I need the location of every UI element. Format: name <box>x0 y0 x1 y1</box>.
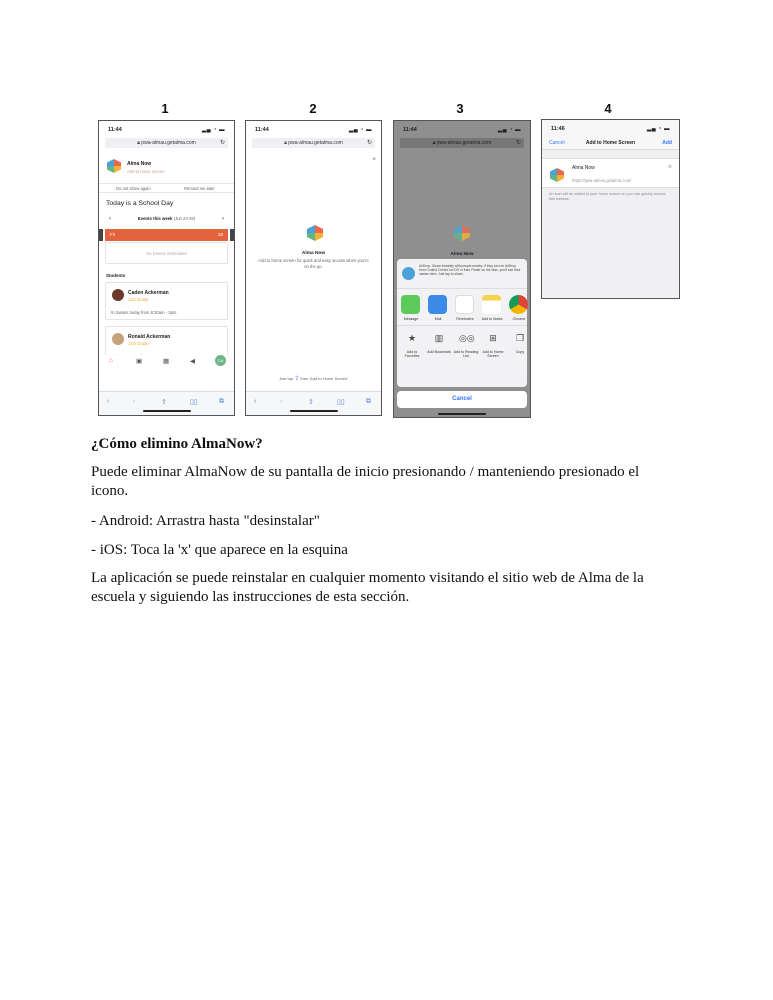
share-hint <box>246 375 381 382</box>
step-number-4: 4 <box>604 101 612 116</box>
screenshot-step-3 <box>393 120 531 418</box>
student-name: Caden Ackerman <box>128 290 169 296</box>
student-grade: 11th Grade <box>128 341 149 346</box>
airdrop-row <box>397 259 527 289</box>
hint-prefix: Just tap <box>279 376 294 381</box>
url-text: pwa-almau.getalma.com <box>141 140 196 146</box>
chrome-app-icon[interactable] <box>509 295 528 314</box>
prev-week-icon[interactable]: ‹ <box>109 216 111 222</box>
students-label: Students <box>106 273 126 278</box>
app-label: Chrome <box>512 317 526 321</box>
airdrop-text: AirDrop. Share instantly with people nearby. If they turn on AirDrop from Control Center on iOS or from Finder on the Mac, you'll see their names here. Just tap to share. <box>419 264 521 276</box>
close-icon[interactable]: × <box>372 157 376 163</box>
tabs-icon[interactable]: ⧉ <box>366 398 371 405</box>
signal-icon: ▂▄ ◔ ▬ <box>497 127 521 133</box>
student-name: Ronald Ackerman <box>128 334 171 340</box>
no-events-text: No Events Scheduled <box>146 251 187 256</box>
clear-icon[interactable]: ⊗ <box>667 164 672 170</box>
reload-icon[interactable]: ↻ <box>366 140 372 146</box>
safari-toolbar <box>99 391 234 415</box>
url-bar[interactable] <box>105 138 228 148</box>
app-name: Alma Now <box>301 251 326 256</box>
bookmarks-icon[interactable]: ▯▯ <box>190 399 198 406</box>
paragraph: - iOS: Toca la 'x' que aparece en la esquina <box>91 542 348 558</box>
url-text: pwa-almau.getalma.com <box>288 140 343 146</box>
airdrop-icon[interactable] <box>402 267 415 280</box>
bookmark-icon[interactable]: ▥ <box>434 333 444 343</box>
paragraph: - Android: Arrastra hasta "desinstalar" <box>91 513 320 529</box>
alma-logo-icon <box>550 168 564 182</box>
app-nav-bar <box>99 355 234 369</box>
sheet-divider <box>397 325 527 326</box>
paragraph: Puede eliminar AlmaNow de su pantalla de inicio presionando / manteniendo presionado el icono. <box>91 464 640 499</box>
back-icon[interactable]: ‹ <box>254 398 257 405</box>
lock-icon: 🔒︎ <box>432 140 437 146</box>
tabs-icon[interactable]: ⧉ <box>219 398 224 405</box>
events-label: Events this week <box>137 216 173 221</box>
action-label: Add to Home Screen <box>482 350 504 358</box>
reading-list-icon[interactable]: ◎◎ <box>459 333 475 343</box>
page-heading: ¿Cómo elimino AlmaNow? <box>91 436 263 452</box>
nav-title: Add to Home Screen <box>585 140 636 146</box>
share-icon[interactable]: ⇪ <box>161 399 167 406</box>
add-to-home-description: Add to home screen for quick and easy access when you're on the go. <box>258 258 369 269</box>
lock-icon: 🔒︎ <box>284 140 289 146</box>
hint-suffix: then 'Add to Home Screen' <box>300 376 348 381</box>
prompt-buttons <box>99 183 234 193</box>
status-bar <box>542 120 679 136</box>
reminders-app-icon[interactable] <box>455 295 474 314</box>
app-entry <box>542 158 679 188</box>
day-bar-right-edge <box>230 229 234 241</box>
status-time: 11:44 <box>108 127 122 133</box>
calendar-icon[interactable]: ▦ <box>163 358 170 365</box>
app-label: Add to Notes <box>481 317 503 321</box>
day-number: 28 <box>217 232 223 237</box>
status-time: 11:44 <box>403 127 417 133</box>
url-bar[interactable] <box>252 138 375 148</box>
favorites-icon[interactable]: ★ <box>407 333 417 343</box>
share-icon: ⇪ <box>294 376 300 382</box>
next-week-icon[interactable]: › <box>222 216 224 222</box>
status-bar <box>99 121 234 137</box>
forward-icon[interactable]: › <box>133 398 136 405</box>
app-subtitle: Add to home screen <box>127 169 165 174</box>
notes-app-icon[interactable] <box>482 295 501 314</box>
add-button[interactable]: Add <box>662 140 672 146</box>
url-text: pwa-almau.getalma.com <box>436 140 492 146</box>
cancel-button[interactable] <box>397 391 527 408</box>
student-grade: 11th Grade <box>128 297 149 302</box>
home-indicator <box>290 410 338 412</box>
school-day-heading: Today is a School Day <box>106 200 174 207</box>
app-name: Alma Now <box>450 252 474 257</box>
app-label: Message <box>403 317 419 321</box>
reload-icon[interactable]: ↻ <box>219 140 225 146</box>
do-not-show-button[interactable]: Do not show again <box>116 186 151 191</box>
contacts-icon[interactable]: ▣ <box>136 358 143 365</box>
home-indicator <box>143 410 191 412</box>
step-number-2: 2 <box>309 101 317 116</box>
safari-toolbar <box>246 391 381 415</box>
step-number-1: 1 <box>161 101 169 116</box>
status-time: 11:46 <box>551 126 565 132</box>
app-name: Alma Now <box>127 161 152 167</box>
share-sheet <box>397 259 527 387</box>
screenshot-step-1 <box>98 120 235 416</box>
bookmarks-icon[interactable]: ▯▯ <box>337 399 345 406</box>
events-row <box>105 216 228 226</box>
step-number-3: 3 <box>456 101 464 116</box>
day-bar-left-edge <box>99 229 103 241</box>
message-app-icon[interactable] <box>401 295 420 314</box>
app-name-field[interactable]: Alma Now <box>572 165 595 171</box>
action-label: Add to Favorites <box>404 350 420 358</box>
status-time: 11:44 <box>255 127 269 133</box>
app-label: Mail <box>434 317 442 321</box>
announcements-icon[interactable]: ◀ <box>190 358 195 365</box>
screenshot-step-4 <box>541 119 680 299</box>
student-card[interactable] <box>105 282 228 320</box>
forward-icon[interactable]: › <box>280 398 283 405</box>
signal-icon: ▂▄ ◔ ▬ <box>201 127 225 133</box>
add-home-note: An icon will be added to your home screen so you can quickly access this website. <box>549 192 666 201</box>
remind-later-button[interactable]: Remind me later <box>184 186 215 191</box>
status-bar <box>246 121 381 137</box>
signal-icon: ▂▄ ◔ ▬ <box>646 126 670 132</box>
paragraph: La aplicación se puede reinstalar en cualquier momento visitando el sitio web de Alma de la escuela y siguiendo las instrucciones de esta sección. <box>91 570 644 605</box>
no-events-card <box>105 242 228 264</box>
student-classes: 9 classes today from 8:30am - 3pm <box>111 310 177 315</box>
url-bar <box>400 138 524 148</box>
day-bar <box>105 229 228 241</box>
status-bar <box>394 121 530 137</box>
student-avatar <box>112 289 124 301</box>
app-label: Reminders <box>456 317 474 321</box>
action-label: Add Bookmark <box>427 350 451 354</box>
cancel-label: Cancel <box>452 396 472 402</box>
back-icon[interactable]: ‹ <box>107 398 110 405</box>
alma-logo-icon <box>307 225 323 241</box>
profile-avatar[interactable]: CA <box>215 355 226 366</box>
lock-icon: 🔒︎ <box>137 140 142 146</box>
screenshot-step-2 <box>245 120 382 416</box>
app-url: https://pwa-almau.getalma.com/ <box>572 178 632 183</box>
alma-logo-icon <box>107 159 121 173</box>
home-indicator <box>438 413 486 415</box>
cancel-button[interactable]: Cancel <box>549 140 565 146</box>
copy-icon[interactable]: ❐ <box>515 333 525 343</box>
home-icon[interactable]: ⌂ <box>109 357 113 364</box>
student-avatar <box>112 333 124 345</box>
share-icon[interactable]: ⇪ <box>308 399 314 406</box>
add-home-screen-icon[interactable]: ⊞ <box>489 333 497 343</box>
action-label: Add to Reading List <box>453 350 479 358</box>
signal-icon: ▂▄ ◔ ▬ <box>348 127 372 133</box>
day-label: Fri <box>110 232 116 237</box>
reload-icon: ↻ <box>515 140 521 146</box>
mail-app-icon[interactable] <box>428 295 447 314</box>
events-range: (Jun 23-29) <box>173 216 196 221</box>
action-label: Copy <box>515 350 525 354</box>
nav-header <box>542 136 679 150</box>
